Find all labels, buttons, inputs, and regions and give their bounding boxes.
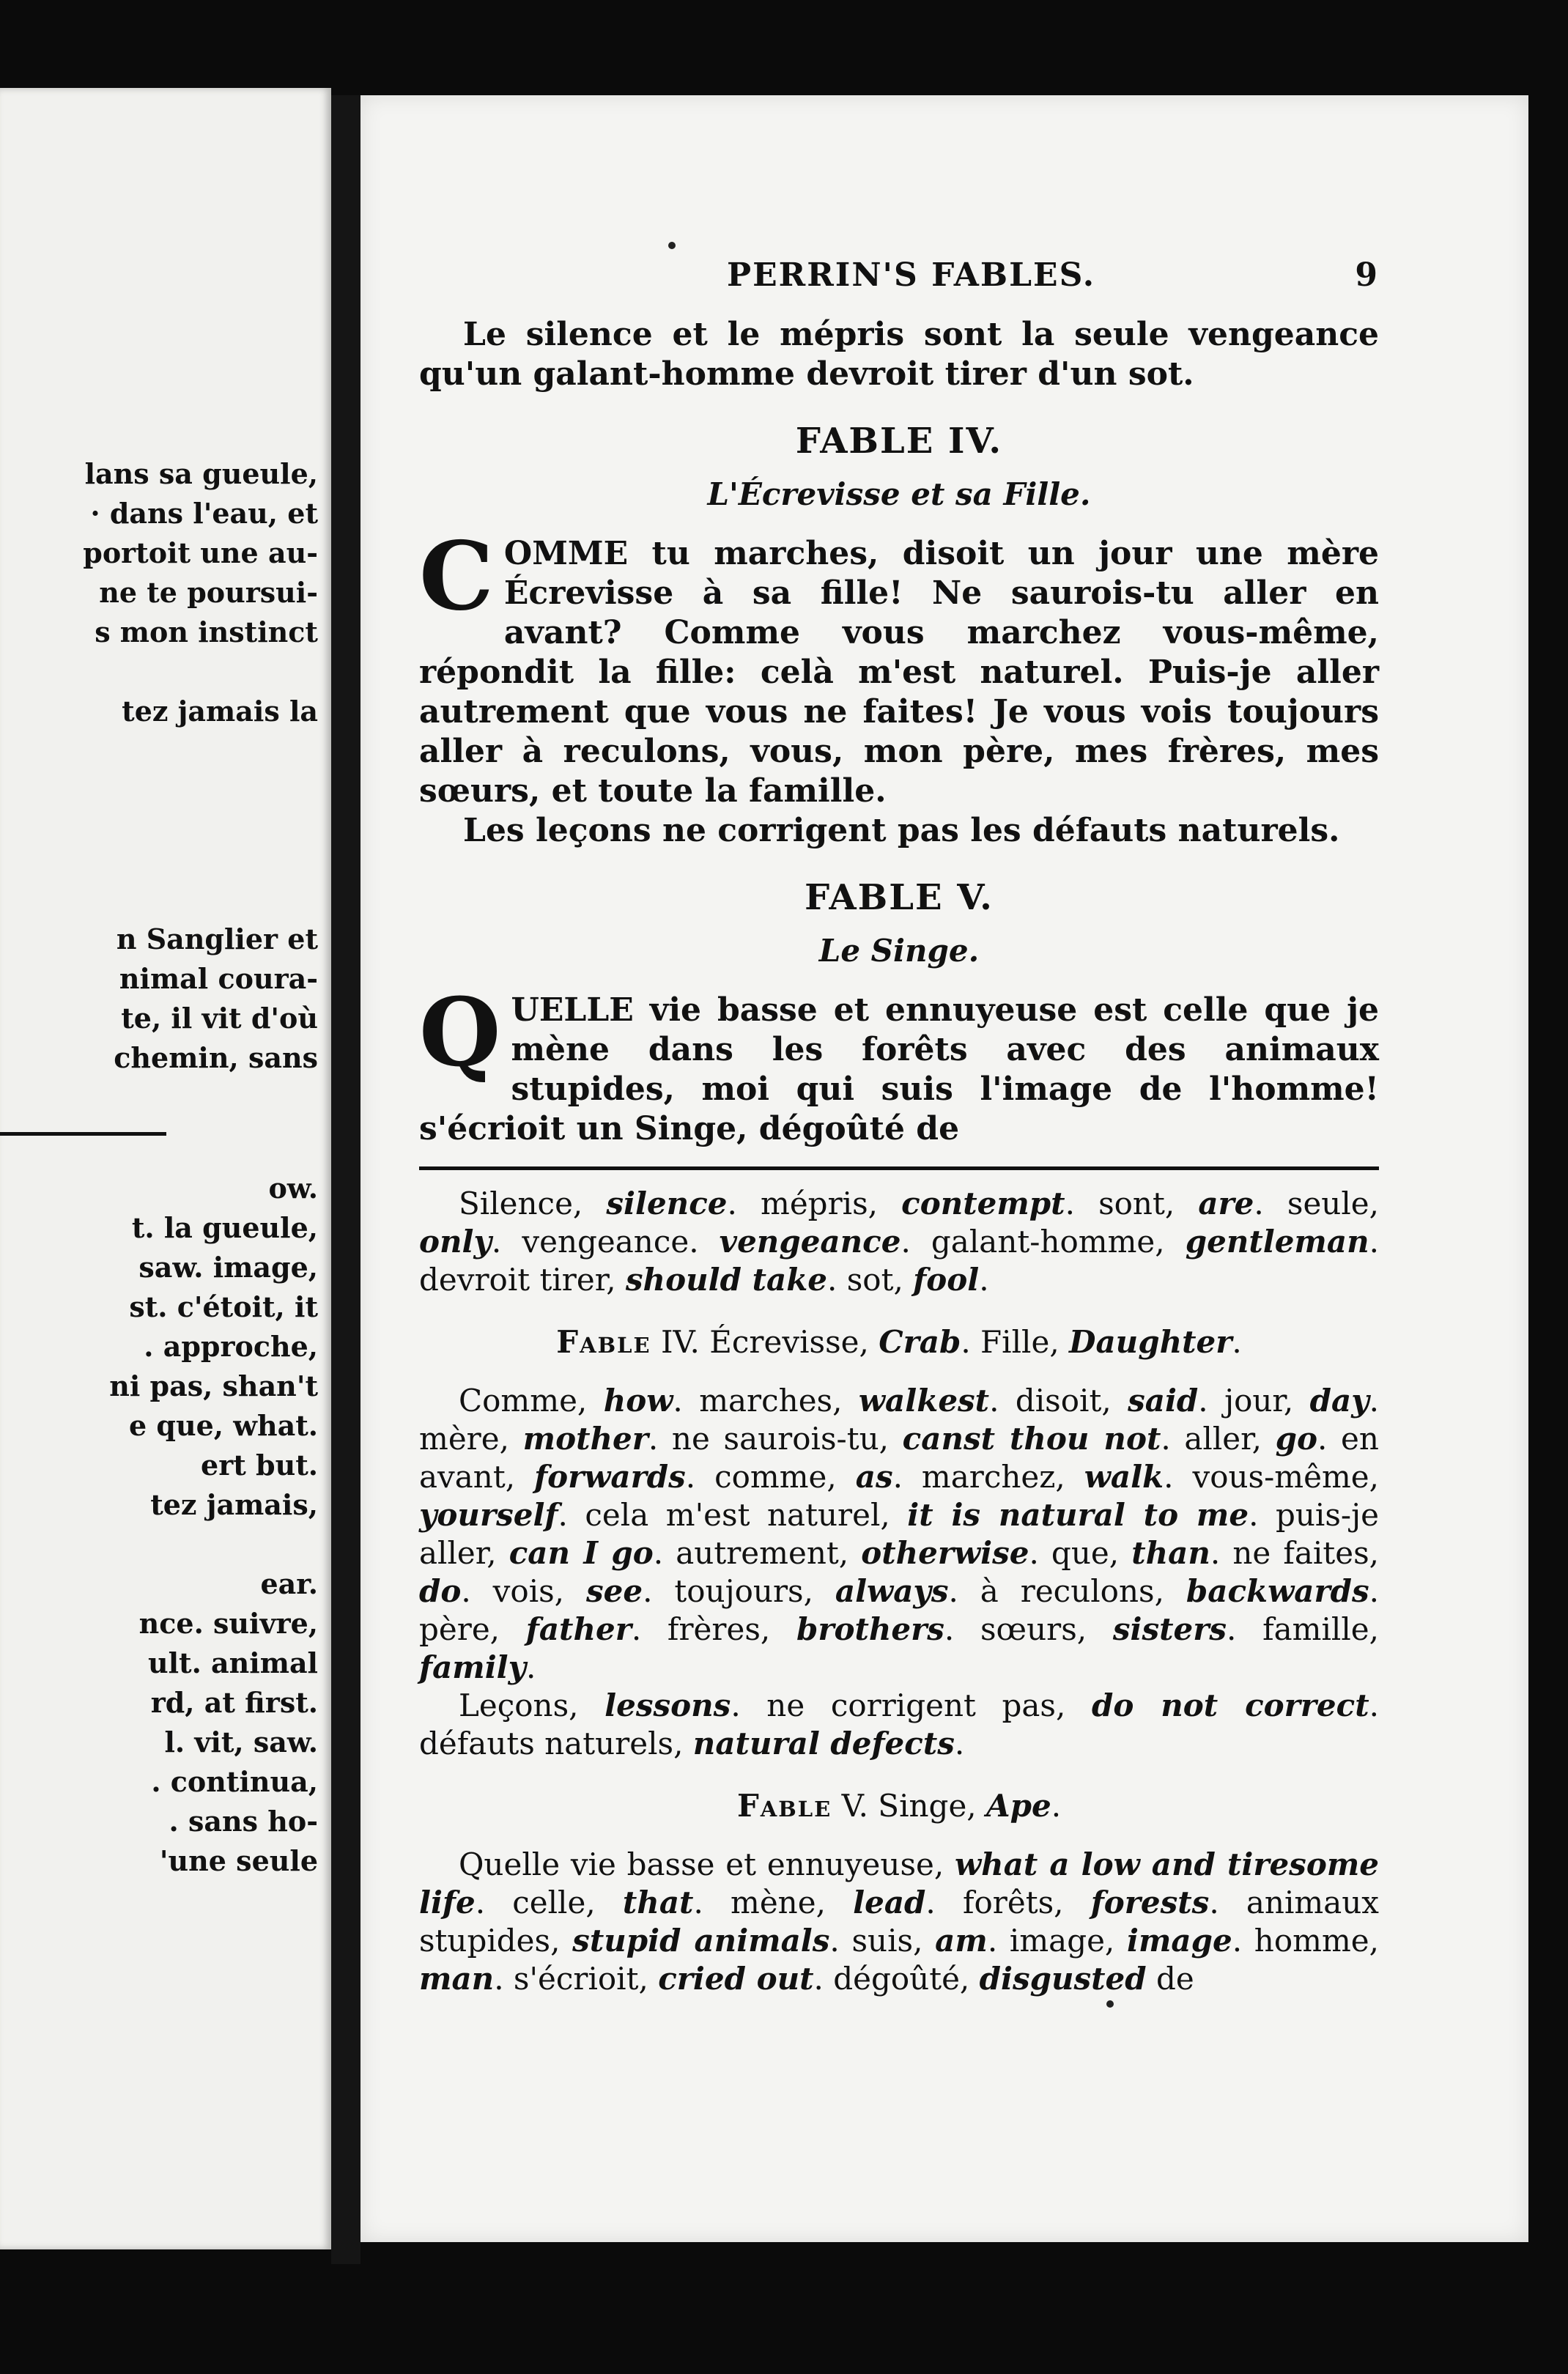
page-number: 9 <box>1355 256 1379 294</box>
vocab-moral <box>419 1185 1379 1299</box>
left-page-line: saw. image, <box>138 1251 318 1284</box>
gloss-french: . sot, <box>827 1262 914 1298</box>
left-page-line: nce. suivre, <box>138 1607 318 1640</box>
gloss-french: . ne saurois-tu, <box>648 1421 903 1457</box>
gloss-english: do not correct <box>1091 1687 1369 1723</box>
left-page-line: tez jamais la <box>122 695 318 728</box>
gloss-french: . image, <box>987 1923 1128 1959</box>
gloss-english: vengeance <box>719 1224 901 1260</box>
gloss-french: . dégoûté, <box>813 1961 980 1997</box>
left-page-line: . continua, <box>151 1765 318 1798</box>
gloss-english: walk <box>1084 1459 1164 1495</box>
gloss-french: . ne faites, <box>1210 1535 1379 1571</box>
left-page-line: . sans ho- <box>169 1805 318 1838</box>
gloss-french: . aller, <box>1161 1421 1276 1457</box>
fable-4-title: L'Écrevisse et sa Fille. <box>707 476 1091 512</box>
drop-cap: C <box>419 522 494 632</box>
footnote-rule <box>419 1166 1379 1170</box>
gloss-french: Comme, <box>459 1383 604 1419</box>
gloss-french: . suis, <box>829 1923 936 1959</box>
gloss-french: . cela m'est naturel, <box>558 1497 908 1533</box>
vocab-fable-4-heading: Fable IV. Écrevisse, Crab. Fille, Daughter. <box>556 1324 1242 1360</box>
gloss-english: man <box>419 1961 495 1997</box>
gloss-french: . devroit tirer, <box>419 1224 1379 1298</box>
left-page-line: portoit une au- <box>83 536 318 569</box>
gloss-english: sisters <box>1112 1611 1227 1647</box>
gloss-french: . toujours, <box>643 1573 835 1609</box>
gloss-english: father <box>525 1611 632 1647</box>
gloss-french: . <box>954 1726 965 1761</box>
gloss-french: . comme, <box>685 1459 856 1495</box>
gloss-english: said <box>1128 1383 1199 1419</box>
page-content <box>419 256 1379 1998</box>
gloss-english: that <box>622 1885 694 1920</box>
gloss-english: as <box>855 1459 893 1495</box>
gloss-english: yourself <box>419 1497 558 1533</box>
left-page-line: s mon instinct <box>95 615 318 648</box>
print-speck <box>668 242 676 249</box>
gloss-french: . marchez, <box>892 1459 1084 1495</box>
fable-4-moral: Les leçons ne corrigent pas les défauts naturels. <box>463 812 1340 849</box>
gloss-english: natural defects <box>692 1726 955 1761</box>
gloss-english: mother <box>522 1421 648 1457</box>
gloss-english: can I go <box>509 1535 654 1571</box>
gloss-french: . à reculons, <box>948 1573 1186 1609</box>
vocab-fable-4-moral <box>419 1687 1379 1763</box>
gloss-french: . autrement, <box>653 1535 862 1571</box>
gloss-french: . mère, <box>419 1383 1380 1457</box>
gloss-french: . sont, <box>1065 1186 1199 1221</box>
gloss-english: otherwise <box>861 1535 1029 1571</box>
gloss-english: than <box>1131 1535 1210 1571</box>
gloss-english: canst thou not <box>902 1421 1161 1457</box>
gloss-english: how <box>603 1383 673 1419</box>
left-page-line: ow. <box>268 1172 318 1205</box>
gloss-english: do <box>419 1573 462 1609</box>
gloss-english: walkest <box>858 1383 990 1419</box>
gloss-french: . défauts naturels, <box>419 1687 1379 1761</box>
gloss-english: fool <box>913 1262 980 1298</box>
gloss-french: . père, <box>419 1573 1379 1647</box>
gloss-french: . jour, <box>1198 1383 1310 1419</box>
gloss-english: cried out <box>658 1961 814 1997</box>
gloss-french: . disoit, <box>989 1383 1128 1419</box>
left-page-line: nimal coura- <box>119 962 318 995</box>
gloss-english: family <box>419 1649 527 1685</box>
gloss-french: . celle, <box>475 1885 623 1920</box>
left-page-line: ne te poursui- <box>99 576 318 609</box>
gloss-english: are <box>1198 1186 1254 1221</box>
gloss-french: . vengeance. <box>491 1224 720 1260</box>
book-gutter <box>331 95 360 2264</box>
fable-5-heading: FABLE V. <box>805 877 994 918</box>
gloss-english: contempt <box>901 1186 1065 1221</box>
gloss-english: it is natural to me <box>907 1497 1249 1533</box>
gloss-english: backwards <box>1186 1573 1369 1609</box>
gloss-french: . frères, <box>631 1611 796 1647</box>
vocab-fable-5-text <box>419 1846 1379 1998</box>
gloss-english: always <box>835 1573 949 1609</box>
left-page-line: ear. <box>260 1567 318 1600</box>
left-page-fragment <box>0 88 331 2249</box>
vocab-fable-4-text <box>419 1382 1379 1687</box>
fable-5-text: QUELLE vie basse et ennuyeuse est celle que je mène dans les forêts avec des animaux stupides, moi qui suis l'image de l'homme! s'écrioit un Singe, dégoûté de <box>419 978 1379 1147</box>
gloss-french: . seule, <box>1254 1186 1379 1221</box>
left-page-line: st. c'étoit, it <box>129 1290 318 1323</box>
gloss-french: Quelle vie basse et ennuyeuse, <box>459 1846 955 1882</box>
gloss-english: brothers <box>796 1611 944 1647</box>
gloss-french: . vous-même, <box>1164 1459 1380 1495</box>
left-page-line: ni pas, shan't <box>109 1369 318 1402</box>
left-page-line: rd, at first. <box>150 1686 318 1719</box>
gloss-french: . sœurs, <box>944 1611 1113 1647</box>
right-page <box>360 95 1528 2242</box>
gloss-english: image <box>1127 1923 1232 1959</box>
left-page-line: . approche, <box>144 1330 318 1363</box>
gloss-french: . puis-je aller, <box>419 1497 1379 1571</box>
left-page-line: ult. animal <box>147 1646 318 1679</box>
left-page-line: te, il vit d'où <box>121 1002 318 1035</box>
gloss-french: . <box>526 1649 536 1685</box>
print-speck <box>1106 2000 1114 2008</box>
gloss-french: . marches, <box>673 1383 859 1419</box>
drop-cap: Q <box>419 978 501 1088</box>
gloss-french: . homme, <box>1232 1923 1379 1959</box>
left-page-line: ert but. <box>201 1449 318 1482</box>
gloss-english: go <box>1275 1421 1318 1457</box>
gloss-english: am <box>935 1923 988 1959</box>
left-page-line: lans sa gueule, <box>84 457 318 490</box>
gloss-english: forwards <box>534 1459 686 1495</box>
gloss-english: lessons <box>604 1687 731 1723</box>
gloss-french: . vois, <box>461 1573 586 1609</box>
fable-5-title: Le Singe. <box>818 933 980 969</box>
gloss-french: . en avant, <box>419 1421 1379 1495</box>
gloss-french: . forêts, <box>925 1885 1091 1920</box>
left-page-rule <box>0 1132 166 1136</box>
fable-4-text: COMME tu marches, disoit un jour une mère Écrevisse à sa fille! Ne saurois-tu aller en avant? Comme vous marchez vous-même, répondit la fille: celà m'est naturel. Puis-je aller autrement que vous ne faites! Je vous vois toujours aller à reculons, vous, mon père, mes frères, mes sœurs, et toute la famille. <box>419 522 1379 810</box>
left-page-line: n Sanglier et <box>116 922 318 955</box>
fable-4-heading: FABLE IV. <box>795 421 1003 462</box>
left-page-line: 'une seule <box>159 1844 318 1877</box>
gloss-french: Leçons, <box>459 1687 605 1723</box>
gloss-french: . que, <box>1029 1535 1132 1571</box>
running-title: PERRIN'S FABLES. <box>727 256 1096 294</box>
gloss-english: forests <box>1090 1885 1210 1920</box>
gloss-english: what a low and tiresome life <box>419 1846 1379 1920</box>
left-page-line: l. vit, saw. <box>164 1726 318 1759</box>
running-header <box>419 256 1379 315</box>
gloss-english: gentleman <box>1185 1224 1369 1260</box>
gloss-french: de <box>1146 1961 1194 1997</box>
gloss-french: . animaux stupides, <box>419 1885 1379 1959</box>
gloss-french: . <box>979 1262 989 1298</box>
gloss-english: silence <box>606 1186 728 1221</box>
gloss-french: . ne corrigent pas, <box>731 1687 1092 1723</box>
gloss-english: see <box>585 1573 643 1609</box>
left-page-line: · dans l'eau, et <box>90 497 318 530</box>
left-page-line: t. la gueule, <box>131 1211 318 1244</box>
gloss-french: . famille, <box>1227 1611 1379 1647</box>
gloss-english: only <box>419 1224 492 1260</box>
gloss-english: stupid animals <box>572 1923 830 1959</box>
gloss-french: . mépris, <box>727 1186 902 1221</box>
gloss-english: should take <box>625 1262 828 1298</box>
left-page-line: chemin, sans <box>114 1041 318 1074</box>
gloss-english: lead <box>853 1885 926 1920</box>
vocab-fable-5-heading: Fable V. Singe, Ape. <box>736 1788 1062 1824</box>
gloss-french: . mène, <box>693 1885 854 1920</box>
left-page-line: tez jamais, <box>150 1488 318 1521</box>
left-page-line: e que, what. <box>129 1409 318 1442</box>
previous-fable-moral: Le silence et le mépris sont la seule vengeance qu'un galant-homme devroit tirer d'un sot. <box>419 316 1379 393</box>
gloss-french: . galant-homme, <box>901 1224 1186 1260</box>
gloss-english: disgusted <box>979 1961 1147 1997</box>
gloss-french: . s'écrioit, <box>494 1961 659 1997</box>
gloss-french: Silence, <box>459 1186 607 1221</box>
gloss-english: day <box>1309 1383 1369 1419</box>
